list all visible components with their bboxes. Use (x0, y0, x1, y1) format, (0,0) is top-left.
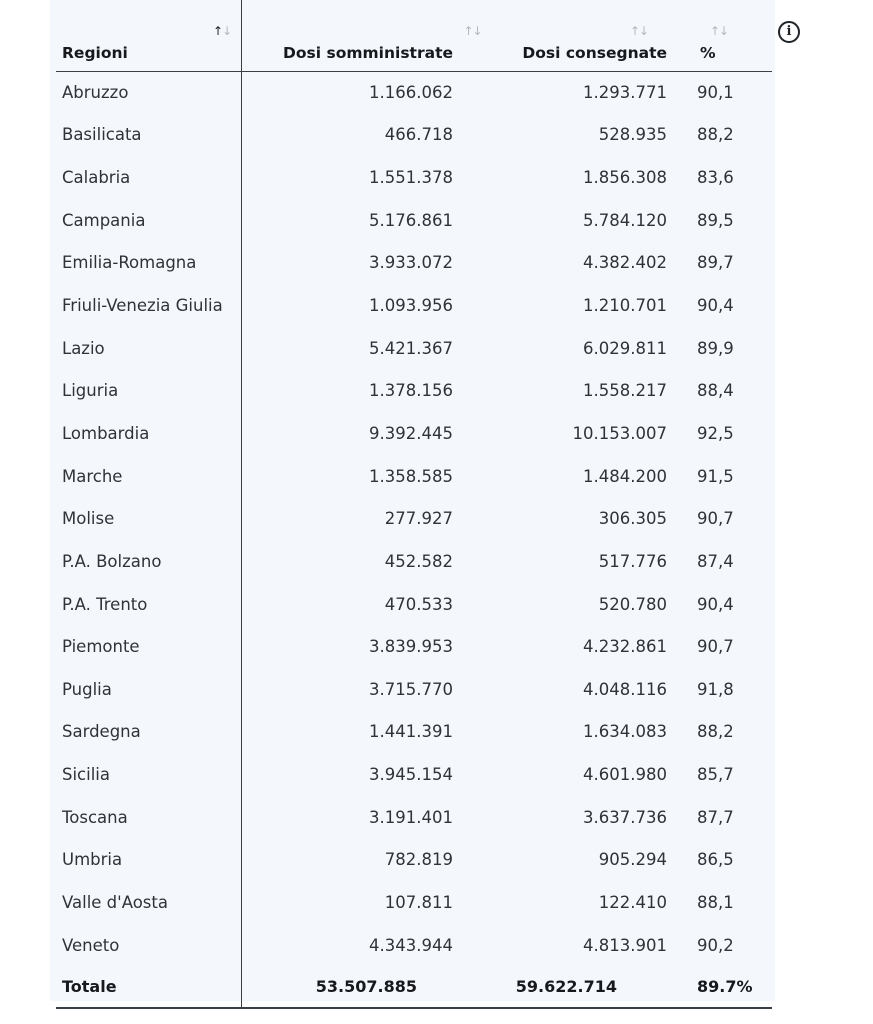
dosi-somministrate-cell: 1.441.391 (369, 722, 453, 742)
percent-cell: 89,7 (697, 253, 734, 273)
dosi-consegnate-cell: 10.153.007 (572, 423, 667, 443)
column-header-regioni[interactable] (56, 0, 241, 71)
dosi-somministrate-cell: 3.715.770 (369, 679, 453, 699)
dosi-somministrate-cell: 277.927 (384, 509, 453, 529)
percent-cell: 90,7 (697, 509, 734, 529)
dosi-consegnate-cell: 5.784.120 (583, 210, 667, 230)
percent-cell: 90,2 (697, 935, 734, 955)
dosi-somministrate-cell: 1.378.156 (369, 381, 453, 401)
table-row (56, 540, 772, 583)
region-cell: Umbria (56, 839, 241, 882)
percent-cell: 90,1 (697, 83, 734, 103)
sort-percent-icon[interactable]: ↑↓ (710, 24, 729, 38)
info-icon[interactable]: i (778, 21, 800, 43)
region-cell: P.A. Bolzano (56, 540, 241, 583)
dosi-somministrate-cell: 466.718 (384, 125, 453, 145)
table-total-row (56, 966, 772, 1008)
total-label: Totale (56, 966, 241, 1008)
dosi-somministrate-cell: 4.343.944 (369, 935, 453, 955)
dosi-somministrate-cell: 470.533 (384, 594, 453, 614)
region-cell: Liguria (56, 369, 241, 412)
percent-cell: 88,4 (697, 381, 734, 401)
region-cell: Molise (56, 497, 241, 540)
percent-cell: 90,7 (697, 637, 734, 657)
percent-cell: 87,4 (697, 551, 734, 571)
dosi-consegnate-cell: 1.484.200 (583, 466, 667, 486)
total-percent: 89.7% (697, 966, 772, 1008)
percent-cell: 90,4 (697, 296, 734, 316)
table-header-row (56, 0, 772, 71)
table-row (56, 839, 772, 882)
dosi-consegnate-cell: 4.813.901 (583, 935, 667, 955)
percent-cell: 83,6 (697, 168, 734, 188)
table-row (56, 369, 772, 412)
total-dosi-somministrate: 53.507.885 (241, 966, 487, 1008)
dosi-consegnate-cell: 905.294 (598, 850, 667, 870)
dosi-somministrate-cell: 782.819 (384, 850, 453, 870)
table-row (56, 327, 772, 370)
table-row (56, 455, 772, 498)
region-cell: Lombardia (56, 412, 241, 455)
region-cell: Sardegna (56, 711, 241, 754)
total-dosi-consegnate: 59.622.714 (487, 966, 697, 1008)
dosi-consegnate-cell: 1.293.771 (583, 83, 667, 103)
dosi-consegnate-cell: 4.232.861 (583, 637, 667, 657)
column-header-dosi-consegnate-label: Dosi consegnate (522, 43, 667, 62)
dosi-consegnate-cell: 528.935 (598, 125, 667, 145)
column-header-percent[interactable] (697, 0, 772, 71)
table-row (56, 625, 772, 668)
dosi-somministrate-cell: 452.582 (384, 551, 453, 571)
region-cell: Abruzzo (56, 71, 241, 114)
dosi-consegnate-cell: 517.776 (598, 551, 667, 571)
dosi-consegnate-cell: 1.634.083 (583, 722, 667, 742)
dosi-somministrate-cell: 1.093.956 (369, 296, 453, 316)
dosi-somministrate-cell: 9.392.445 (369, 423, 453, 443)
table-row (56, 583, 772, 626)
sort-regioni-icon[interactable]: ↑↓ (213, 24, 232, 38)
region-cell: Marche (56, 455, 241, 498)
table-row (56, 711, 772, 754)
table-row (56, 881, 772, 924)
dosi-consegnate-cell: 122.410 (598, 892, 667, 912)
column-header-regioni-label: Regioni (62, 43, 128, 62)
dosi-consegnate-cell: 1.856.308 (583, 168, 667, 188)
percent-cell: 88,2 (697, 722, 734, 742)
region-cell: Emilia-Romagna (56, 242, 241, 285)
vaccine-doses-table (56, 0, 772, 1009)
percent-cell: 92,5 (697, 423, 734, 443)
table-row (56, 199, 772, 242)
region-cell: Basilicata (56, 114, 241, 157)
percent-cell: 89,5 (697, 210, 734, 230)
percent-cell: 88,1 (697, 892, 734, 912)
column-header-dosi-consegnate[interactable] (487, 0, 697, 71)
table-row (56, 114, 772, 157)
region-cell: Campania (56, 199, 241, 242)
table-row (56, 668, 772, 711)
table-row (56, 753, 772, 796)
percent-cell: 85,7 (697, 765, 734, 785)
table-row (56, 156, 772, 199)
dosi-somministrate-cell: 3.933.072 (369, 253, 453, 273)
dosi-somministrate-cell: 5.421.367 (369, 338, 453, 358)
column-header-percent-label: % (700, 43, 716, 62)
dosi-somministrate-cell: 1.551.378 (369, 168, 453, 188)
dosi-consegnate-cell: 4.601.980 (583, 765, 667, 785)
region-cell: Lazio (56, 327, 241, 370)
region-cell: Veneto (56, 924, 241, 967)
sort-dosi-consegnate-icon[interactable]: ↑↓ (630, 24, 649, 38)
table-row (56, 284, 772, 327)
region-cell: Calabria (56, 156, 241, 199)
dosi-consegnate-cell: 6.029.811 (583, 338, 667, 358)
percent-cell: 89,9 (697, 338, 734, 358)
dosi-somministrate-cell: 5.176.861 (369, 210, 453, 230)
percent-cell: 91,5 (697, 466, 734, 486)
dosi-consegnate-cell: 4.382.402 (583, 253, 667, 273)
table-row (56, 924, 772, 967)
dosi-consegnate-cell: 4.048.116 (583, 679, 667, 699)
dosi-consegnate-cell: 1.210.701 (583, 296, 667, 316)
column-header-dosi-somministrate[interactable] (241, 0, 487, 71)
region-cell: Friuli-Venezia Giulia (56, 284, 241, 327)
sort-dosi-somministrate-icon[interactable]: ↑↓ (463, 24, 482, 38)
dosi-somministrate-cell: 3.839.953 (369, 637, 453, 657)
region-cell: Toscana (56, 796, 241, 839)
percent-cell: 91,8 (697, 679, 734, 699)
dosi-consegnate-cell: 306.305 (598, 509, 667, 529)
dosi-somministrate-cell: 107.811 (384, 892, 453, 912)
dosi-somministrate-cell: 1.358.585 (369, 466, 453, 486)
dosi-consegnate-cell: 520.780 (598, 594, 667, 614)
dosi-consegnate-cell: 3.637.736 (583, 807, 667, 827)
dosi-somministrate-cell: 3.945.154 (369, 765, 453, 785)
table-row (56, 71, 772, 114)
table-row (56, 497, 772, 540)
region-cell: Puglia (56, 668, 241, 711)
table-row (56, 412, 772, 455)
table-row (56, 242, 772, 285)
region-cell: P.A. Trento (56, 583, 241, 626)
percent-cell: 90,4 (697, 594, 734, 614)
column-header-dosi-somministrate-label: Dosi somministrate (283, 43, 453, 62)
region-cell: Sicilia (56, 753, 241, 796)
percent-cell: 86,5 (697, 850, 734, 870)
percent-cell: 87,7 (697, 807, 734, 827)
table-row (56, 796, 772, 839)
dosi-consegnate-cell: 1.558.217 (583, 381, 667, 401)
region-cell: Valle d'Aosta (56, 881, 241, 924)
dosi-somministrate-cell: 1.166.062 (369, 83, 453, 103)
region-cell: Piemonte (56, 625, 241, 668)
percent-cell: 88,2 (697, 125, 734, 145)
dosi-somministrate-cell: 3.191.401 (369, 807, 453, 827)
